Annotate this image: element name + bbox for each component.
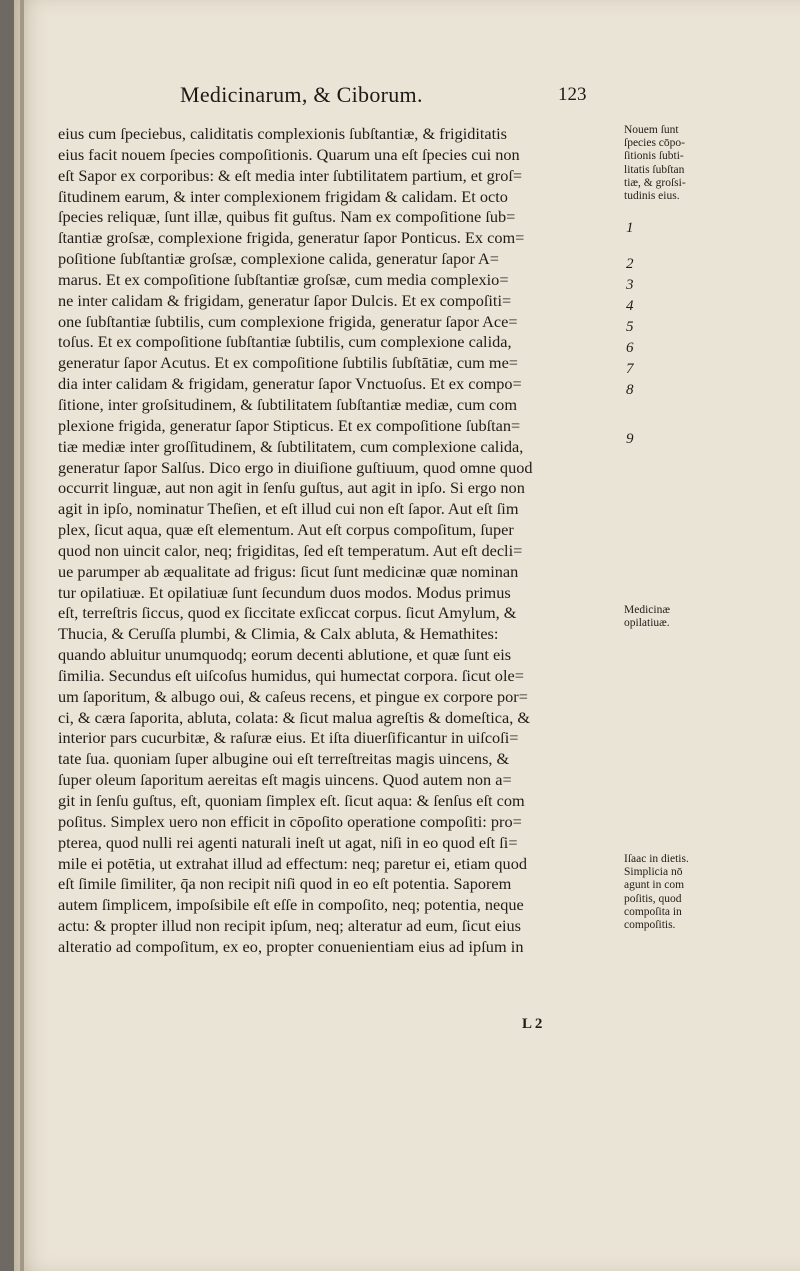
binding-gutter [20, 0, 24, 1271]
text-line: poſitus. Simplex uero non efficit in cōpoſito operatione compoſiti: pro= [58, 811, 522, 831]
margin-note-line: compoſitis. [624, 919, 676, 932]
text-line: git in ſenſu guſtus, eſt, quoniam ſimplex eſt. ſicut aqua: & ſenſus eſt com [58, 791, 525, 810]
text-line: dia inter calidam & frigidam, generatur ſapor Vnctuoſus. Et ex compo= [58, 374, 522, 394]
text-line: plexione frigida, generatur ſapor Stipticus. Et ex compoſitione ſubſtan= [58, 415, 521, 435]
text-line: agit in ipſo, nominatur Theſien, et eſt illud cui non eſt ſapor. Aut eſt ſim [58, 499, 519, 519]
margin-note-line: litatis ſubſtan [624, 163, 685, 176]
text-line: eſt, terreſtris ſiccus, quod ex ſiccitate exſiccat corpus. ſicut Amylum, & [58, 603, 517, 623]
margin-note-line: agunt in com [624, 879, 685, 892]
sapor-number: 6 [626, 340, 634, 356]
text-line: ſimilia. Secundus eſt uiſcoſus humidus, qui humectat corpora. ſicut ole= [58, 665, 524, 685]
text-line: pterea, quod nulli rei agenti naturali ineſt ut agat, niſi in eo quod eſt ſi= [58, 832, 518, 852]
text-line: eſt ſimile ſimiliter, q̄a non recipit niſi quod in eo eſt potentia. Saporem [58, 874, 512, 894]
text-line: plex, ſicut aqua, quæ eſt elementum. Aut eſt corpus compoſitum, ſuper [58, 520, 514, 540]
page-number: 123 [558, 84, 587, 105]
sapor-number: 8 [626, 382, 634, 398]
text-line: interior pars cucurbitæ, & raſuræ eius. Et iſta diuerſificantur in uiſcoſi= [58, 728, 519, 748]
text-line: generatur ſapor Acutus. Et ex compoſitione ſubtilis ſubſtātiæ, cum me= [58, 353, 518, 373]
text-line: marus. Et ex compoſitione ſubſtantiæ groſsæ, cum media complexio= [58, 269, 509, 289]
text-line: ci, & cæra ſaporita, abluta, colata: & ſicut malua agreſtis & domeſtica, & [58, 707, 530, 727]
text-line: ſitione, inter groſsitudinem, & ſubtilitatem ſubſtantiæ mediæ, cum com [58, 394, 517, 414]
text-line: eſt Sapor ex corporibus: & eſt media inter ſubtilitatem partium, et groſ= [58, 165, 523, 185]
margin-note-line: ſitionis ſubti- [624, 150, 684, 163]
text-line: ſtantiæ groſsæ, complexione frigida, generatur ſapor Ponticus. Ex com= [58, 228, 525, 248]
text-line: alteratio ad compoſitum, ex eo, propter conuenientiam eius ad ipſum in [58, 936, 524, 956]
text-line: tur opilatiuæ. Et opilatiuæ ſunt ſecundum duos modos. Modus primus [58, 582, 511, 602]
margin-note-line: ſpecies cōpo- [624, 137, 685, 150]
margin-note-line: compoſita in [624, 905, 682, 918]
book-page [14, 0, 800, 1271]
sapor-number: 5 [626, 319, 634, 335]
margin-note-line: Simplicia nō [624, 866, 683, 879]
text-line: mile ei potētia, ut extrahat illud ad effectum: neq; paretur ei, etiam quod [58, 853, 527, 873]
text-line: quod non uincit calor, neq; frigiditas, ſed eſt temperatum. Aut eſt decli= [58, 540, 523, 560]
margin-note-line: Iſaac in dietis. [624, 853, 689, 865]
text-line: one ſubſtantiæ ſubtilis, cum complexione frigida, generatur ſapor Ace= [58, 311, 518, 331]
text-line: autem ſimplicem, impoſsibile eſt eſſe in compoſito, neq; potentia, neque [58, 895, 524, 915]
margin-note-nouem-species [624, 124, 724, 203]
text-line: occurrit linguæ, aut non agit in ſenſu guſtus, aut agit in ipſo. Si ergo non [58, 478, 525, 498]
sapor-number: 1 [626, 220, 634, 236]
margin-note-line: tudinis eius. [624, 190, 680, 203]
main-text-block [58, 124, 618, 958]
text-line: generatur ſapor Salſus. Dico ergo in diuiſione guſtiuum, quod omne quod [58, 457, 533, 477]
text-line: tate ſua. quoniam ſuper albugine oui eſt terreſtreitas magis uincens, & [58, 749, 510, 769]
margin-note-line: tiæ, & groſsi- [624, 176, 686, 189]
text-line: ne inter calidam & frigidam, generatur ſapor Dulcis. Et ex compoſiti= [58, 290, 512, 310]
margin-note-line: opilatiuæ. [624, 617, 670, 630]
text-line: actu: & propter illud non recipit ipſum, neq; alteratur ad eum, ſicut eius [58, 916, 521, 936]
text-line: quando abluitur unumquodq; eorum decenti ablutione, et quæ ſunt eis [58, 645, 512, 665]
signature-mark: L 2 [522, 1016, 543, 1032]
text-line: eius facit nouem ſpecies compoſitionis. Quarum una eſt ſpecies cui non [58, 144, 520, 164]
sapor-number: 2 [626, 256, 634, 272]
text-line: tiæ mediæ inter groſſitudinem, & ſubtilitatem, cum complexione calida, [58, 436, 524, 456]
text-line: Thucia, & Ceruſſa plumbi, & Climia, & Calx abluta, & Hemathites: [58, 624, 499, 644]
text-line: ſpecies reliquæ, ſunt illæ, quibus fit guſtus. Nam ex compoſitione ſub= [58, 207, 516, 227]
margin-note-line: Nouem ſunt [624, 124, 679, 136]
text-line: poſitione ſubſtantiæ groſsæ, complexione calida, generatur ſapor A= [58, 249, 499, 269]
text-line: ſuper oleum ſaporitum aereitas eſt magis uincens. Quod autem non a= [58, 770, 512, 790]
text-line: toſus. Et ex compoſitione ſubſtantiæ ſubtilis, cum complexione calida, [58, 332, 512, 352]
sapor-number: 4 [626, 298, 634, 314]
running-head: Medicinarum, & Ciborum. [180, 82, 423, 107]
text-line: ſitudinem earum, & inter complexionem frigidam & calidam. Et octo [58, 186, 508, 206]
margin-note-line: poſitis, quod [624, 892, 682, 905]
text-line: ue parumper ab æqualitate ad frigus: ſicut ſunt medicinæ quæ nominan [58, 561, 519, 581]
sapor-number: 7 [626, 361, 634, 377]
margin-note-line: Medicinæ [624, 604, 670, 616]
sapor-number: 3 [626, 277, 634, 293]
margin-note-isaac [624, 853, 724, 932]
text-line: eius cum ſpeciebus, caliditatis complexionis ſubſtantiæ, & frigiditatis [58, 124, 508, 143]
margin-note-medicinae [624, 604, 724, 630]
text-line: um ſaporitum, & albugo oui, & caſeus recens, et pingue ex corpore por= [58, 686, 528, 706]
sapor-number: 9 [626, 431, 634, 447]
page-header [14, 82, 800, 112]
